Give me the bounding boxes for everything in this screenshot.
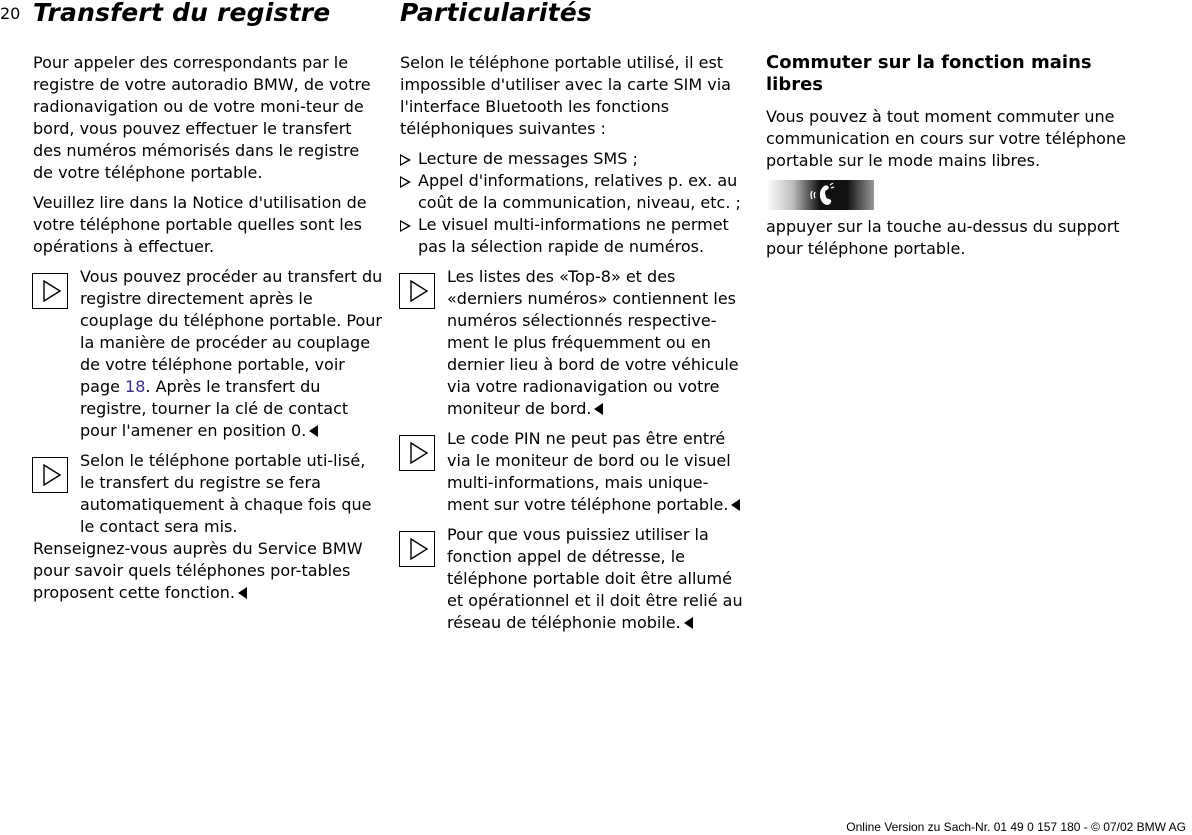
list-item: Lecture de messages SMS ;	[400, 148, 750, 170]
footer: Online Version zu Sach-Nr. 01 49 0 157 180 - © 07/02 BMW AG	[846, 820, 1186, 834]
end-mark-icon	[684, 617, 693, 629]
note-top8-lists	[400, 266, 750, 420]
note-text: . Après le transfert du registre, tourner la clé de contact pour l'amener en position 0.	[80, 377, 349, 440]
note-continuation: Renseignez-vous auprès du Service BMW pour savoir quels téléphones por-tables proposent cette fonction.	[33, 539, 363, 602]
handsfree-phone-icon	[810, 183, 836, 207]
bullet-triangle-icon	[400, 154, 411, 166]
note-emergency-call	[400, 524, 750, 634]
column-2	[400, 52, 750, 642]
note-text: Le code PIN ne peut pas être entré via le moniteur de bord ou le visuel multi-informations, mais unique-ment sur votre téléphone portable.	[447, 429, 731, 514]
note-arrow-icon	[399, 531, 435, 567]
note-arrow-icon	[399, 273, 435, 309]
page-link-18[interactable]: 18	[125, 377, 146, 396]
note-automatic-transfer	[33, 450, 383, 538]
column-3	[766, 52, 1126, 268]
paragraph: Vous pouvez à tout moment commuter une communication en cours sur votre téléphone portable sur le mode mains libres.	[766, 107, 1126, 170]
paragraph: Selon le téléphone portable utilisé, il est impossible d'utiliser avec la carte SIM via l'interface Bluetooth les fonctions téléphoniques suivantes :	[400, 53, 731, 138]
paragraph: appuyer sur la touche au-dessus du support pour téléphone portable.	[766, 217, 1120, 258]
note-arrow-icon	[32, 273, 68, 309]
paragraph: Pour appeler des correspondants par le registre de votre autoradio BMW, de votre radionavigation ou de votre moni-teur de bord, vous pouvez effectuer le transfert des numéros mémorisés dans le registre de votre téléphone portable.	[33, 53, 371, 182]
bullet-triangle-icon	[400, 220, 411, 232]
page-number: 20	[0, 4, 21, 23]
column-1	[33, 52, 383, 612]
note-text: Vous pouvez procéder au transfert du registre directement après le couplage du téléphone portable. Pour la manière de procéder au couplage de votre téléphone portable, voir page	[80, 267, 383, 396]
note-pin-code	[400, 428, 750, 516]
note-transfer-after-pairing	[33, 266, 383, 442]
bullet-list	[400, 148, 750, 258]
note-text: Pour que vous puissiez utiliser la fonction appel de détresse, le téléphone portable doit être allumé et opérationnel et il doit être relié au réseau de téléphonie mobile.	[447, 525, 743, 632]
subheading: Commuter sur la fonction mains libres	[766, 52, 1092, 95]
note-arrow-icon	[399, 435, 435, 471]
left-heading: Transfert du registre	[33, 0, 331, 27]
bullet-triangle-icon	[400, 176, 411, 188]
end-mark-icon	[731, 499, 740, 511]
list-item: Appel d'informations, relatives p. ex. au coût de la communication, niveau, etc. ;	[400, 170, 750, 214]
end-mark-icon	[594, 403, 603, 415]
handsfree-button-image	[766, 180, 874, 210]
right-heading: Particularités	[400, 0, 592, 27]
paragraph: Veuillez lire dans la Notice d'utilisation de votre téléphone portable quelles sont les opérations à effectuer.	[33, 193, 367, 256]
note-arrow-icon	[32, 457, 68, 493]
note-text: Les listes des «Top-8» et des «derniers numéros» contiennent les numéros sélectionnés respective-ment le plus fréquemment ou en dernier lieu à bord de votre véhicule via votre radionavigation ou votre moniteur de bord.	[447, 267, 739, 418]
end-mark-icon	[238, 587, 247, 599]
list-item: Le visuel multi-informations ne permet pas la sélection rapide de numéros.	[400, 214, 750, 258]
note-text: Selon le téléphone portable uti-lisé, le transfert du registre se fera automatiquement à chaque fois que le contact sera mis.	[80, 451, 372, 536]
end-mark-icon	[309, 425, 318, 437]
